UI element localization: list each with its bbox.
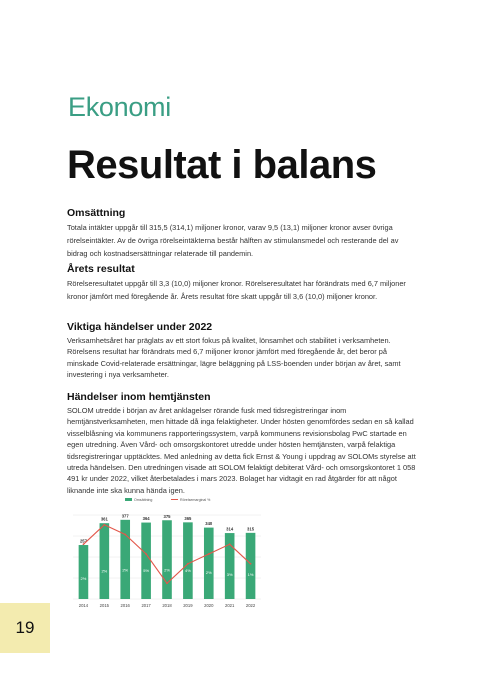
x-tick-label: 2021	[225, 603, 235, 608]
section-heading: Årets resultat	[67, 263, 135, 275]
legend-label: Rörelsemarginal %	[180, 498, 211, 502]
bar-value-label: 315	[247, 526, 255, 532]
legend-swatch-bar	[125, 498, 132, 501]
margin-line-point	[145, 553, 147, 555]
margin-line-point	[208, 553, 210, 555]
chart-bar	[79, 545, 89, 599]
x-tick-label: 2018	[162, 603, 172, 608]
x-tick-label: 2019	[183, 603, 193, 608]
chart-bar	[204, 528, 214, 599]
margin-line-point	[124, 534, 126, 536]
page-title: Resultat i balans	[67, 143, 377, 187]
section-heading: Omsättning	[67, 207, 126, 219]
section-omsattning	[67, 207, 417, 261]
bar-value-label: 361	[100, 516, 108, 522]
section-label: Ekonomi	[68, 92, 171, 122]
bar-value-label: 314	[226, 526, 234, 532]
bar-percent-label: 5%	[143, 568, 150, 574]
bar-percent-label: 2%	[164, 567, 170, 573]
bar-percent-label: 3%	[226, 571, 233, 577]
bar-percent-label: 2%	[80, 576, 87, 582]
bar-percent-label: 1%	[247, 571, 254, 577]
bar-percent-label: 2%	[101, 568, 108, 574]
margin-line-point	[83, 543, 85, 545]
x-tick-label: 2020	[204, 603, 214, 608]
bar-value-label: 364	[142, 516, 150, 522]
bar-value-label: 375	[163, 513, 171, 519]
section-body: SOLOM utredde i början av året anklagelser rörande fusk med tidsregistreringar inom hemtjänstverksamheten, men hittade då inga felaktigheter. Under hösten genomfördes sedan en så kallad visselblåsning via kommunens rapporteringssystem, varpå kommunens revisionsbolag PwC startade en egen utredning. Även Vård- och omsorgskontoret utredde under hösten hemtjänsten, varpå felaktiga tidsregistreringar upptäcktes. Med anledning av detta fick Ernst & Young i uppdrag av SOLOMs styrelse att utreda händelsen. Den utredningen visade att SOLOM felaktigt debiterat Vård- och omsorgskontoret 1 058 491 kr under 2022, vilket återbetalades i mars 2023. Bolaget har vidtagit en rad åtgärder för att något liknande inte ska kunna hända igen.	[67, 406, 416, 495]
x-tick-label: 2015	[99, 603, 109, 608]
section-body: Verksamhetsåret har präglats av ett stort fokus på kvalitet, lönsamhet och stabilitet i verksamheten. Rörelsens resultat har förändrats med 6,7 miljoner kronor jämfört med föregående år, det beror på minskade Covid-relaterade ersättningar, lägre beläggning på LSS-boenden under början av året, samt investering i nya verksamheter.	[67, 336, 401, 380]
margin-line-point	[166, 582, 168, 584]
section-body: Totala intäkter uppgår till 315,5 (314,1) miljoner kronor, varav 9,5 (13,1) miljoner kronor avser övriga rörelseintäkter. Av de övriga rörelseintäkterna består hälften av stimulansmedel och resterande del av bidrag och kostnadsersättningar relaterade till pandemin.	[67, 223, 399, 259]
margin-line-point	[229, 543, 231, 545]
bar-percent-label: 2%	[205, 570, 212, 576]
chart-bar	[120, 520, 130, 599]
chart-bar	[141, 523, 151, 599]
bar-percent-label: 4%	[184, 568, 191, 574]
x-tick-label: 2017	[141, 603, 151, 608]
bar-value-label: 257	[79, 538, 87, 544]
legend-label: Omsättning	[134, 498, 153, 502]
x-tick-label: 2014	[78, 603, 89, 608]
chart-bar	[225, 533, 235, 599]
bar-percent-label: 2%	[122, 567, 129, 573]
section-heading: Viktiga händelser under 2022	[67, 321, 213, 333]
margin-line-point	[187, 563, 189, 565]
margin-line-point	[250, 563, 252, 565]
section-viktiga-handelser	[67, 321, 417, 381]
margin-line-point	[103, 524, 105, 526]
chart-bar	[246, 533, 256, 599]
x-tick-label: 2016	[120, 603, 130, 608]
section-body: Rörelseresultatet uppgår till 3,3 (10,0) miljoner kronor. Rörelseresultatet har förändrats med 6,7 miljoner kronor jämfört med föregående år. Årets resultat före skatt uppgår till 3,6 (10,0) miljoner kronor.	[67, 279, 406, 302]
page-number: 19	[0, 603, 50, 653]
section-arets-resultat	[67, 263, 417, 303]
bar-value-label: 365	[184, 515, 192, 521]
bar-value-label: 377	[121, 513, 129, 519]
revenue-chart	[67, 495, 267, 613]
chart-bar	[183, 522, 193, 599]
section-hemtjansten	[67, 391, 417, 496]
x-tick-label: 2022	[245, 603, 256, 608]
revenue-chart-svg	[67, 495, 267, 613]
chart-bar	[162, 520, 172, 599]
bar-value-label: 340	[205, 521, 213, 527]
section-heading: Händelser inom hemtjänsten	[67, 391, 211, 403]
chart-bar	[100, 523, 110, 599]
